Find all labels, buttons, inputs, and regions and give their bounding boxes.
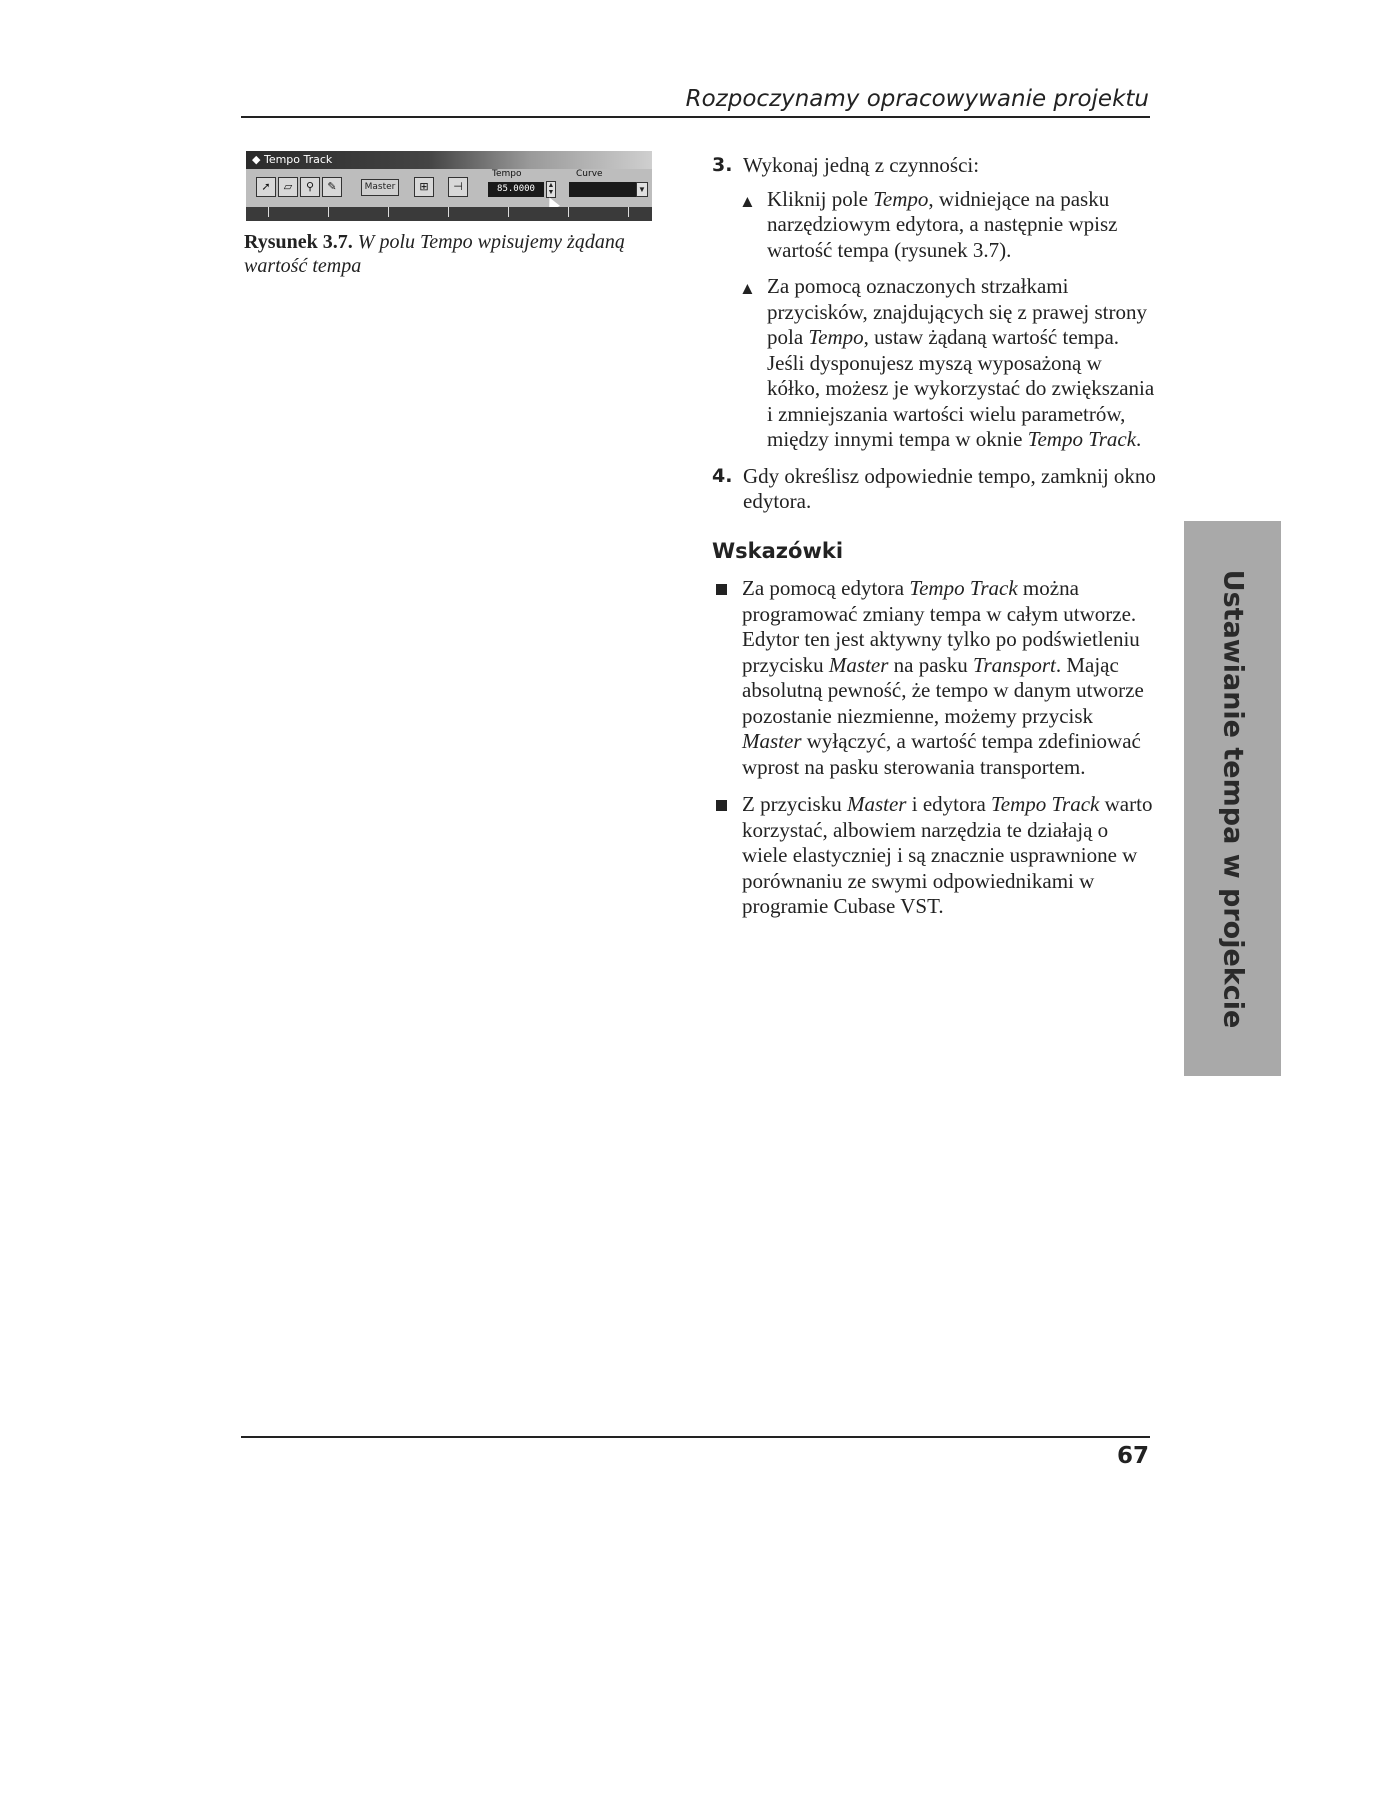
- pencil-icon[interactable]: ✎: [322, 177, 342, 197]
- header-rule: [241, 116, 1150, 118]
- step-4: [712, 464, 1157, 515]
- tip-text: na pasku: [888, 652, 973, 677]
- tip-italic: Transport: [972, 652, 1056, 677]
- substep-text: Za pomocą oznaczonych strzałkami przycisków, znajdujących się z prawej strony pola: [767, 274, 1147, 349]
- substep-italic: Tempo Track: [1027, 427, 1137, 451]
- tip-text: i edytora: [906, 792, 992, 816]
- step-text: Wykonaj jedną z czynności:: [743, 153, 980, 177]
- chapter-side-tab: [1184, 521, 1281, 1076]
- step-text: Gdy określisz odpowiednie tempo, zamknij okno edytora.: [743, 463, 1156, 513]
- substep: [712, 274, 1157, 453]
- tempo-label: Tempo: [492, 169, 522, 179]
- footer-rule: [241, 1436, 1150, 1438]
- eraser-icon[interactable]: ▱: [278, 177, 298, 197]
- square-bullet-icon: [716, 584, 727, 595]
- figure-toolbar: [246, 169, 652, 207]
- tempo-track-figure: [246, 151, 652, 221]
- tip-item: [712, 576, 1157, 780]
- tip-italic: Tempo Track: [991, 792, 1100, 816]
- substep: [712, 187, 1157, 264]
- figure-ruler: [246, 207, 652, 221]
- tempo-spinner[interactable]: ▲ ▼: [547, 181, 555, 196]
- tip-text: Za pomocą edytora: [742, 576, 910, 600]
- tip-italic: Master: [742, 729, 802, 753]
- chevron-down-icon[interactable]: ▼: [636, 182, 648, 197]
- tip-italic: Tempo Track: [909, 576, 1018, 600]
- caption-label: Rysunek 3.7.: [244, 231, 353, 253]
- figure-window-title: ◆ Tempo Track: [252, 153, 333, 166]
- figure-title-bar: [246, 151, 652, 169]
- main-column: [712, 153, 1157, 932]
- substep-text: , widniejące na pasku narzędziowym edytora, a następnie wpisz wartość tempa (rysunek 3.7).: [767, 186, 1118, 262]
- caption-text: W polu Tempo wpisujemy żądaną wartość tempa: [244, 231, 625, 277]
- tips-heading: Wskazówki: [712, 538, 844, 563]
- tip-item: [712, 792, 1157, 920]
- figure-caption: [244, 230, 664, 278]
- substep-italic: Tempo: [873, 186, 929, 211]
- triangle-bullet-icon: ▲: [739, 191, 756, 211]
- master-button[interactable]: Master: [361, 179, 399, 196]
- tip-text: można programować zmiany tempa w całym utworze. Edytor ten jest aktywny tylko po podświetleniu przycisku: [742, 576, 1140, 677]
- square-bullet-icon: [716, 800, 727, 811]
- tip-text: Z przycisku: [742, 792, 847, 816]
- substep-text: .: [1136, 427, 1142, 451]
- curve-label: Curve: [576, 169, 603, 179]
- substep-text: Kliknij pole: [767, 186, 874, 211]
- step-number: 3.: [712, 154, 733, 176]
- split-icon[interactable]: ⊣: [448, 177, 468, 197]
- substep-text: , ustaw żądaną wartość tempa. Jeśli dysponujesz myszą wyposażoną w kółko, możesz je wykorzystać do zwiększania i zmniejszania wartości wielu parametrów, między innymi tempa w oknie: [767, 325, 1155, 451]
- magnifier-icon[interactable]: ⚲: [300, 177, 320, 197]
- running-header: Rozpoczynamy opracowywanie projektu: [685, 86, 1149, 112]
- curve-select[interactable]: [569, 182, 639, 197]
- arrow-icon[interactable]: ➚: [256, 177, 276, 197]
- tip-text: wyłączyć, a wartość tempa zdefiniować wprost na pasku sterowania transportem.: [742, 729, 1141, 779]
- tip-text: . Mając absolutną pewność, że tempo w danym utworze pozostanie niezmienne, możemy przycisk: [742, 652, 1144, 728]
- tip-text: warto korzystać, albowiem narzędzia te działają o wiele elastyczniej i są znacznie usprawnione w porównaniu ze swymi odpowiednikami w programie Cubase VST.: [742, 792, 1153, 918]
- tip-italic: Master: [828, 652, 889, 677]
- page-number: 67: [1116, 1443, 1149, 1469]
- tempo-input[interactable]: 85.0000: [488, 182, 544, 197]
- snap-icon[interactable]: ⊞: [414, 177, 434, 197]
- side-tab-label: Ustawianie tempa w projekcie: [1217, 569, 1248, 1028]
- triangle-bullet-icon: ▲: [739, 279, 756, 298]
- substep-italic: Tempo: [808, 325, 864, 349]
- step-number: 4.: [712, 464, 733, 487]
- tip-italic: Master: [846, 792, 907, 816]
- step-3: [712, 153, 1157, 179]
